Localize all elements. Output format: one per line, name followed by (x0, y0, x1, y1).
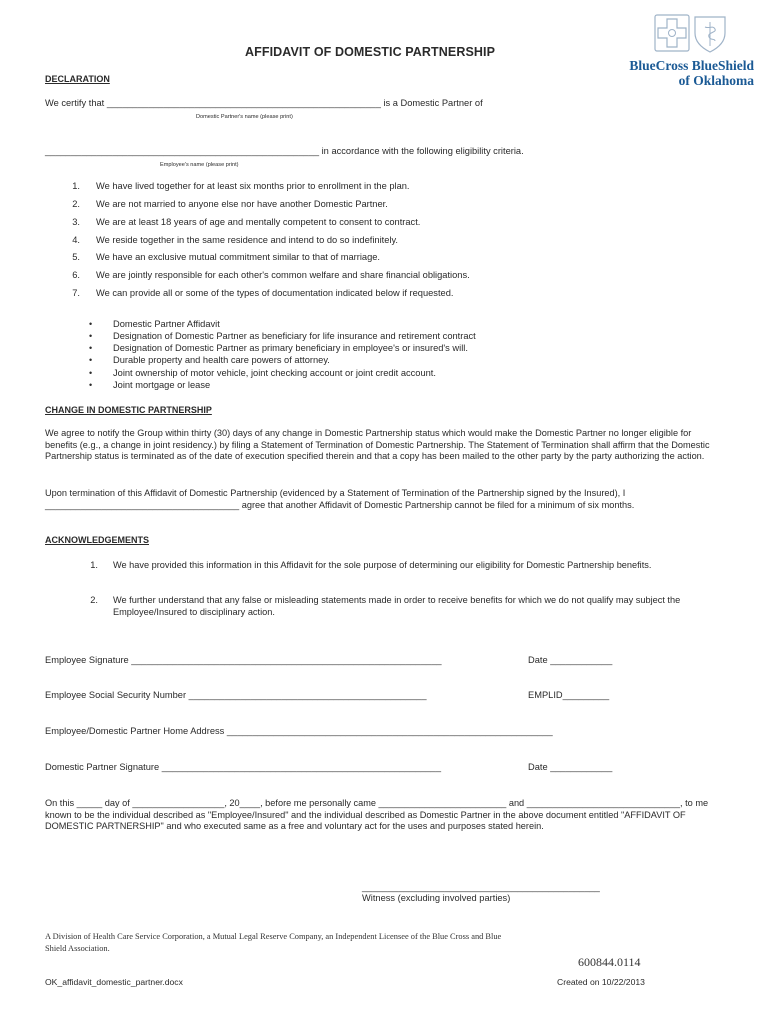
criteria-number: 5. (72, 252, 80, 262)
criteria-number: 6. (72, 270, 80, 280)
shield-icon (692, 14, 728, 54)
criteria-item: We are not married to anyone else nor have another Domestic Partner. (96, 199, 388, 209)
list-item: Joint ownership of motor vehicle, joint checking account or joint credit account. (113, 368, 436, 378)
criteria-item: We are at least 18 years of age and mentally competent to consent to contract. (96, 217, 421, 227)
criteria-number: 4. (72, 235, 80, 245)
witness-label: Witness (excluding involved parties) (362, 893, 511, 903)
ack-item: We further understand that any false or misleading statements made in order to receive benefits for which we do not qualify may subject the Employee/Insured to disciplinary action. (113, 595, 681, 617)
logo-line-2: of Oklahoma (678, 73, 754, 88)
partner-signature-field[interactable]: Domestic Partner Signature ______________________________________________________ (45, 762, 441, 772)
criteria-item: We have an exclusive mutual commitment similar to that of marriage. (96, 252, 381, 262)
change-heading: CHANGE IN DOMESTIC PARTNERSHIP (45, 405, 212, 415)
date-field[interactable]: Date ____________ (528, 655, 613, 665)
change-paragraph-1: We agree to notify the Group within thirty (30) days of any change in Domestic Partnership status which would make the Domestic Partner no longer eligible for benefits (e.g., a change in joint residency.) by filing a Statement of Termination of Domestic Partnership. The Statement of Termination shall affirm that the Domestic Partnership status is terminated as of the date of execution specified therein and that a copy has been mailed to the other party by the party authorizing the action. (45, 428, 710, 462)
bullet-icon: • (89, 343, 93, 353)
list-item: Joint mortgage or lease (113, 380, 211, 390)
criteria-item: We reside together in the same residence and intend to do so indefinitely. (96, 235, 398, 245)
bullet-icon: • (89, 368, 93, 378)
certify-line[interactable]: We certify that _____________________________________________________ is a Domestic Partner of (45, 98, 483, 108)
criteria-number: 3. (72, 217, 80, 227)
logo-line-1: BlueCross BlueShield (629, 58, 754, 73)
footer-created-date: Created on 10/22/2013 (557, 977, 645, 987)
partner-name-caption: Domestic Partner's name (please print) (196, 114, 293, 120)
ack-number: 2. (90, 595, 98, 605)
change-paragraph-2[interactable]: Upon termination of this Affidavit of Domestic Partnership (evidenced by a Statement of Termination of the Partnership signed by the Insured), I ______________________________________ agree that another Affidavit of Domestic Partnership cannot be filed for a minimum of six months. (45, 488, 635, 510)
employee-name-caption: Employee's name (please print) (160, 162, 239, 168)
criteria-item: We can provide all or some of the types of documentation indicated below if requested. (96, 288, 454, 298)
employee-signature-field[interactable]: Employee Signature ____________________________________________________________ (45, 655, 442, 665)
list-item: Designation of Domestic Partner as beneficiary for life insurance and retirement contract (113, 331, 476, 341)
criteria-item: We have lived together for at least six months prior to enrollment in the plan. (96, 181, 410, 191)
witness-line[interactable]: ______________________________________________ (362, 882, 600, 892)
criteria-item: We are jointly responsible for each other's common welfare and share financial obligations. (96, 270, 470, 280)
acknowledgements-heading: ACKNOWLEDGEMENTS (45, 535, 149, 545)
list-item: Domestic Partner Affidavit (113, 319, 220, 329)
emplid-field[interactable]: EMPLID_________ (528, 690, 610, 700)
cross-icon (654, 14, 690, 52)
list-item: Durable property and health care powers of attorney. (113, 355, 330, 365)
notary-paragraph[interactable]: On this _____ day of __________________, 20____, before me personally came _________________________ and ______________________________, to me known to be the individual described as "Employee/Insured" and the individual described as Domestic Partner in the above document entitled "AFFIDAVIT OF DOMESTIC PARTNERSHIP" and who executed same as a free and voluntary act for the uses and purposes stated herein. (45, 798, 709, 832)
criteria-number: 1. (72, 181, 80, 191)
bullet-icon: • (89, 319, 93, 329)
logo (612, 14, 754, 90)
date-field-2[interactable]: Date ____________ (528, 762, 613, 772)
bullet-icon: • (89, 331, 93, 341)
declaration-heading: DECLARATION (45, 74, 110, 84)
form-number: 600844.0114 (578, 955, 641, 969)
home-address-field[interactable]: Employee/Domestic Partner Home Address _______________________________________________________________ (45, 726, 553, 736)
criteria-number: 2. (72, 199, 80, 209)
footer-division: A Division of Health Care Service Corporation, a Mutual Legal Reserve Company, an Independent Licensee of the Blue Cross and Blue Shield Association. (45, 932, 502, 953)
ack-item: We have provided this information in this Affidavit for the sole purpose of determining our eligibility for Domestic Partnership benefits. (113, 560, 652, 570)
ssn-field[interactable]: Employee Social Security Number ______________________________________________ (45, 690, 427, 700)
criteria-number: 7. (72, 288, 80, 298)
employee-name-line[interactable]: _____________________________________________________ in accordance with the following eligibility criteria. (45, 146, 524, 156)
footer-filename: OK_affidavit_domestic_partner.docx (45, 977, 183, 987)
ack-number: 1. (90, 560, 98, 570)
bullet-icon: • (89, 380, 93, 390)
document-title: AFFIDAVIT OF DOMESTIC PARTNERSHIP (245, 45, 496, 59)
list-item: Designation of Domestic Partner as primary beneficiary in employee's or insured's will. (113, 343, 468, 353)
bullet-icon: • (89, 355, 93, 365)
